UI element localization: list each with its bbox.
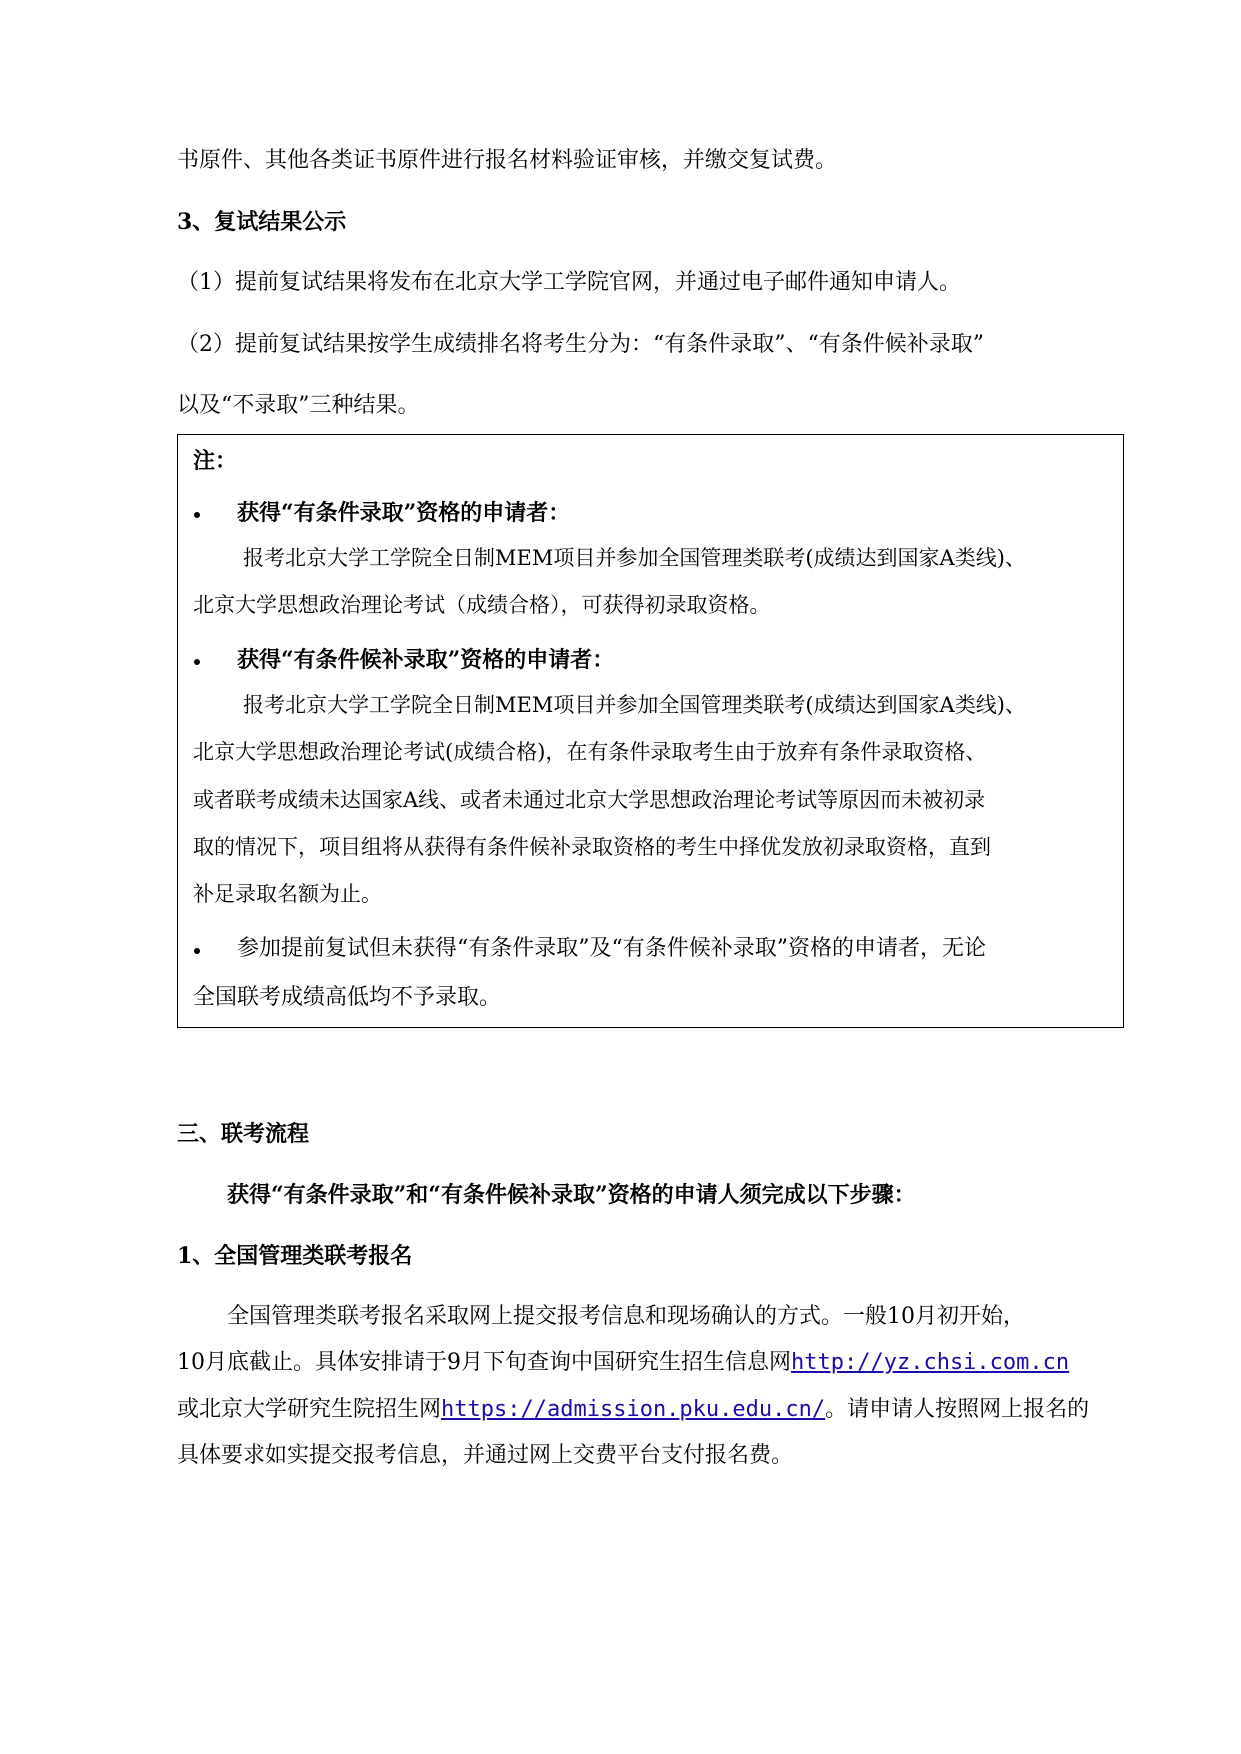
section-three-heading: 三、联考流程 — [177, 1121, 310, 1147]
section-three-subheading: 获得“有条件录取”和“有条件候补录取”资格的申请人须完成以下步骤： — [227, 1182, 916, 1208]
step-1-para-line-1: 全国管理类联考报名采取网上提交报考信息和现场确认的方式。一般10月初开始， — [227, 1304, 1025, 1329]
bullet-2-line-1: 报考北京大学工学院全日制MEM项目并参加全国管理类联考(成绩达到国家A类线)、 — [243, 693, 1026, 717]
section-3-item-2-line-1: （2）提前复试结果按学生成绩排名将考生分为：“有条件录取”、“有条件候补录取” — [177, 332, 984, 357]
step-1-para-line-2-text: 10月底截止。具体安排请于9月下旬查询中国研究生招生信息网 — [177, 1350, 791, 1375]
bullet-2-line-2: 北京大学思想政治理论考试(成绩合格)，在有条件录取考生由于放弃有条件录取资格、 — [193, 740, 987, 764]
section-3-item-1: （1）提前复试结果将发布在北京大学工学院官网，并通过电子邮件通知申请人。 — [177, 270, 961, 295]
bullet-1-title: 获得“有条件录取”资格的申请者： — [237, 500, 571, 526]
bullet-3-line-1: 参加提前复试但未获得“有条件录取”及“有条件候补录取”资格的申请者，无论 — [237, 936, 986, 961]
intro-line: 书原件、其他各类证书原件进行报名材料验证审核，并缴交复试费。 — [177, 148, 838, 173]
bullet-2-title: 获得“有条件候补录取”资格的申请者： — [237, 647, 615, 673]
bullet-1-line-1: 报考北京大学工学院全日制MEM项目并参加全国管理类联考(成绩达到国家A类线)、 — [243, 546, 1026, 570]
bullet-2-line-4: 取的情况下，项目组将从获得有条件候补录取资格的考生中择优发放初录取资格，直到 — [193, 835, 991, 859]
note-label: 注： — [193, 448, 238, 474]
step-1-para-line-3-suffix: 。请申请人按照网上报名的 — [825, 1397, 1090, 1422]
bullet-1-dot — [194, 512, 200, 518]
bullet-3-dot — [194, 948, 200, 954]
bullet-2-dot — [194, 659, 200, 665]
bullet-2-line-5: 补足录取名额为止。 — [193, 882, 382, 906]
bullet-1-line-2: 北京大学思想政治理论考试（成绩合格），可获得初录取资格。 — [193, 593, 771, 617]
step-1-para-line-3 — [177, 1395, 1089, 1425]
section-3-heading: 3、复试结果公示 — [177, 209, 347, 235]
section-3-item-2-line-2: 以及“不录取”三种结果。 — [177, 393, 420, 418]
step-1-heading: 1、全国管理类联考报名 — [177, 1243, 413, 1269]
step-1-para-line-4: 具体要求如实提交报考信息，并通过网上交费平台支付报名费。 — [177, 1443, 794, 1468]
step-1-para-line-3-text: 或北京大学研究生院招生网 — [177, 1397, 442, 1422]
bullet-2-line-3: 或者联考成绩未达国家A线、或者未通过北京大学思想政治理论考试等原因而未被初录 — [193, 788, 986, 812]
pku-admission-link[interactable]: https://admission.pku.edu.cn/ — [441, 1397, 826, 1422]
step-1-para-line-2 — [177, 1348, 1069, 1378]
bullet-3-line-2: 全国联考成绩高低均不予录取。 — [193, 985, 502, 1010]
chsi-link[interactable]: http://yz.chsi.com.cn — [791, 1350, 1070, 1375]
